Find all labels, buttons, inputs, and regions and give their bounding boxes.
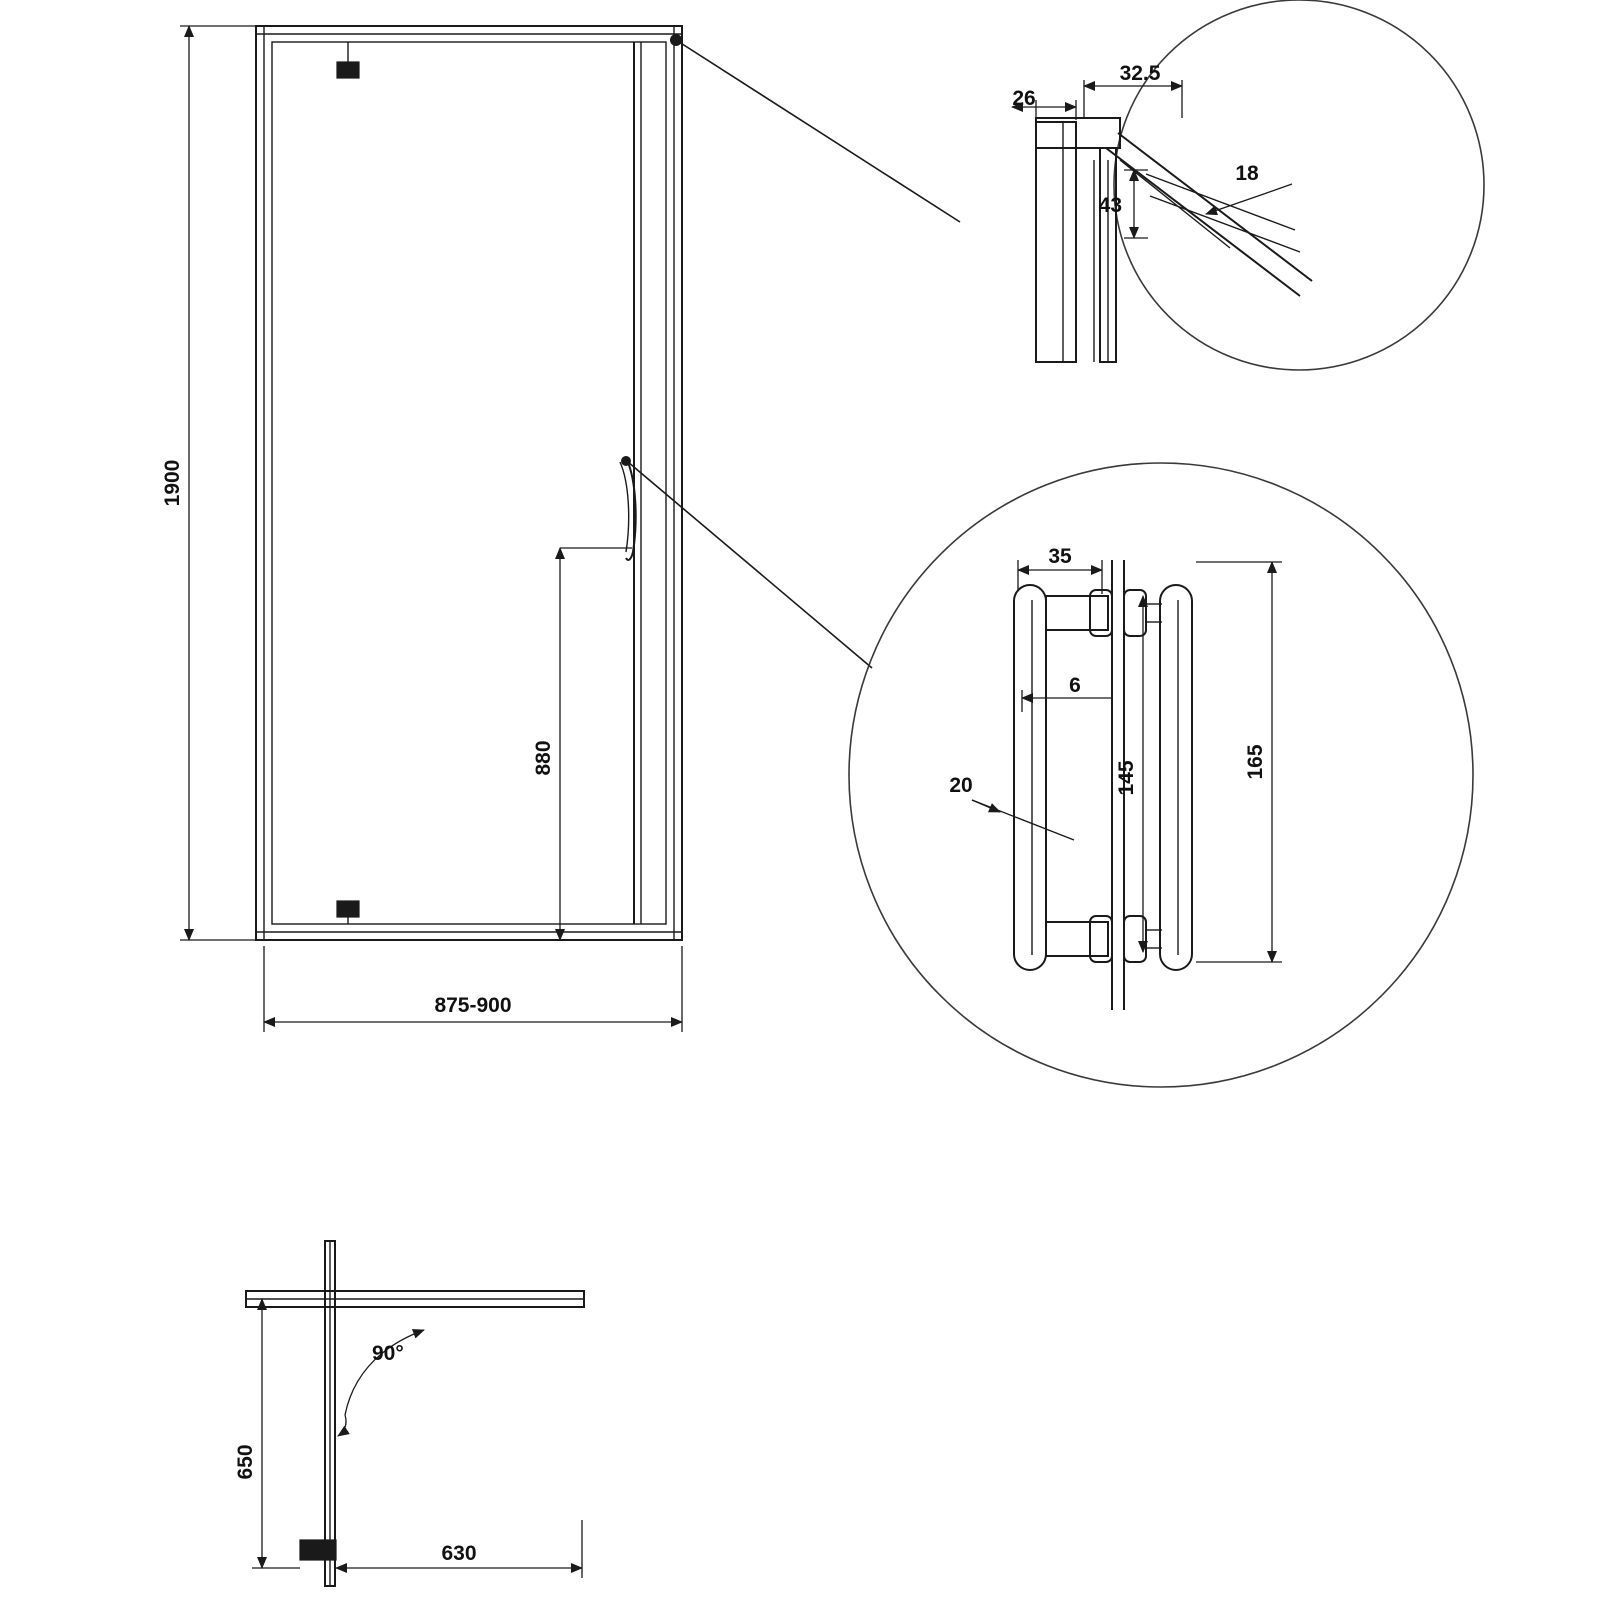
dimension-630 (336, 1520, 582, 1578)
detail-handle (849, 463, 1473, 1087)
dimension-43 (1099, 170, 1148, 238)
dim-label-height: 1900 (161, 459, 184, 507)
dimension-165 (1196, 562, 1282, 962)
dimension-35 (1018, 545, 1102, 594)
dimension-145 (1115, 596, 1143, 952)
dim-label-35: 35 (1048, 545, 1072, 568)
handle-left-bar (1014, 585, 1046, 970)
dimension-26 (1012, 87, 1076, 120)
dimension-18 (1206, 162, 1292, 214)
dimension-650 (234, 1299, 300, 1568)
dim-label-20: 20 (949, 774, 973, 797)
plan-view (234, 1241, 584, 1586)
dim-label-90deg: 90° (372, 1342, 404, 1365)
handle-bottom-rosette (1046, 916, 1162, 962)
dimension-height-1900 (161, 26, 256, 940)
dimension-32-5 (1084, 62, 1182, 118)
dim-label-18: 18 (1235, 162, 1259, 185)
front-elevation-view (161, 26, 960, 1032)
handle-right-bar (1160, 585, 1192, 970)
dimension-6 (1022, 674, 1112, 712)
dim-label-43: 43 (1098, 194, 1122, 217)
dim-label-650: 650 (234, 1444, 257, 1480)
dim-label-630: 630 (441, 1542, 477, 1565)
dimension-handle-880 (532, 548, 632, 940)
dim-label-165: 165 (1244, 744, 1267, 780)
detail-top-rail (1012, 0, 1484, 370)
dim-label-32-5: 32.5 (1119, 62, 1161, 85)
dim-label-145: 145 (1115, 760, 1138, 796)
handle-top-rosette (1046, 590, 1162, 636)
dimension-width-875-900 (264, 946, 682, 1032)
dim-label-width: 875-900 (434, 994, 512, 1017)
dimension-20 (949, 774, 1074, 840)
dim-label-26: 26 (1012, 87, 1036, 110)
dim-label-handle-height: 880 (532, 740, 555, 776)
dim-label-6: 6 (1069, 674, 1081, 697)
